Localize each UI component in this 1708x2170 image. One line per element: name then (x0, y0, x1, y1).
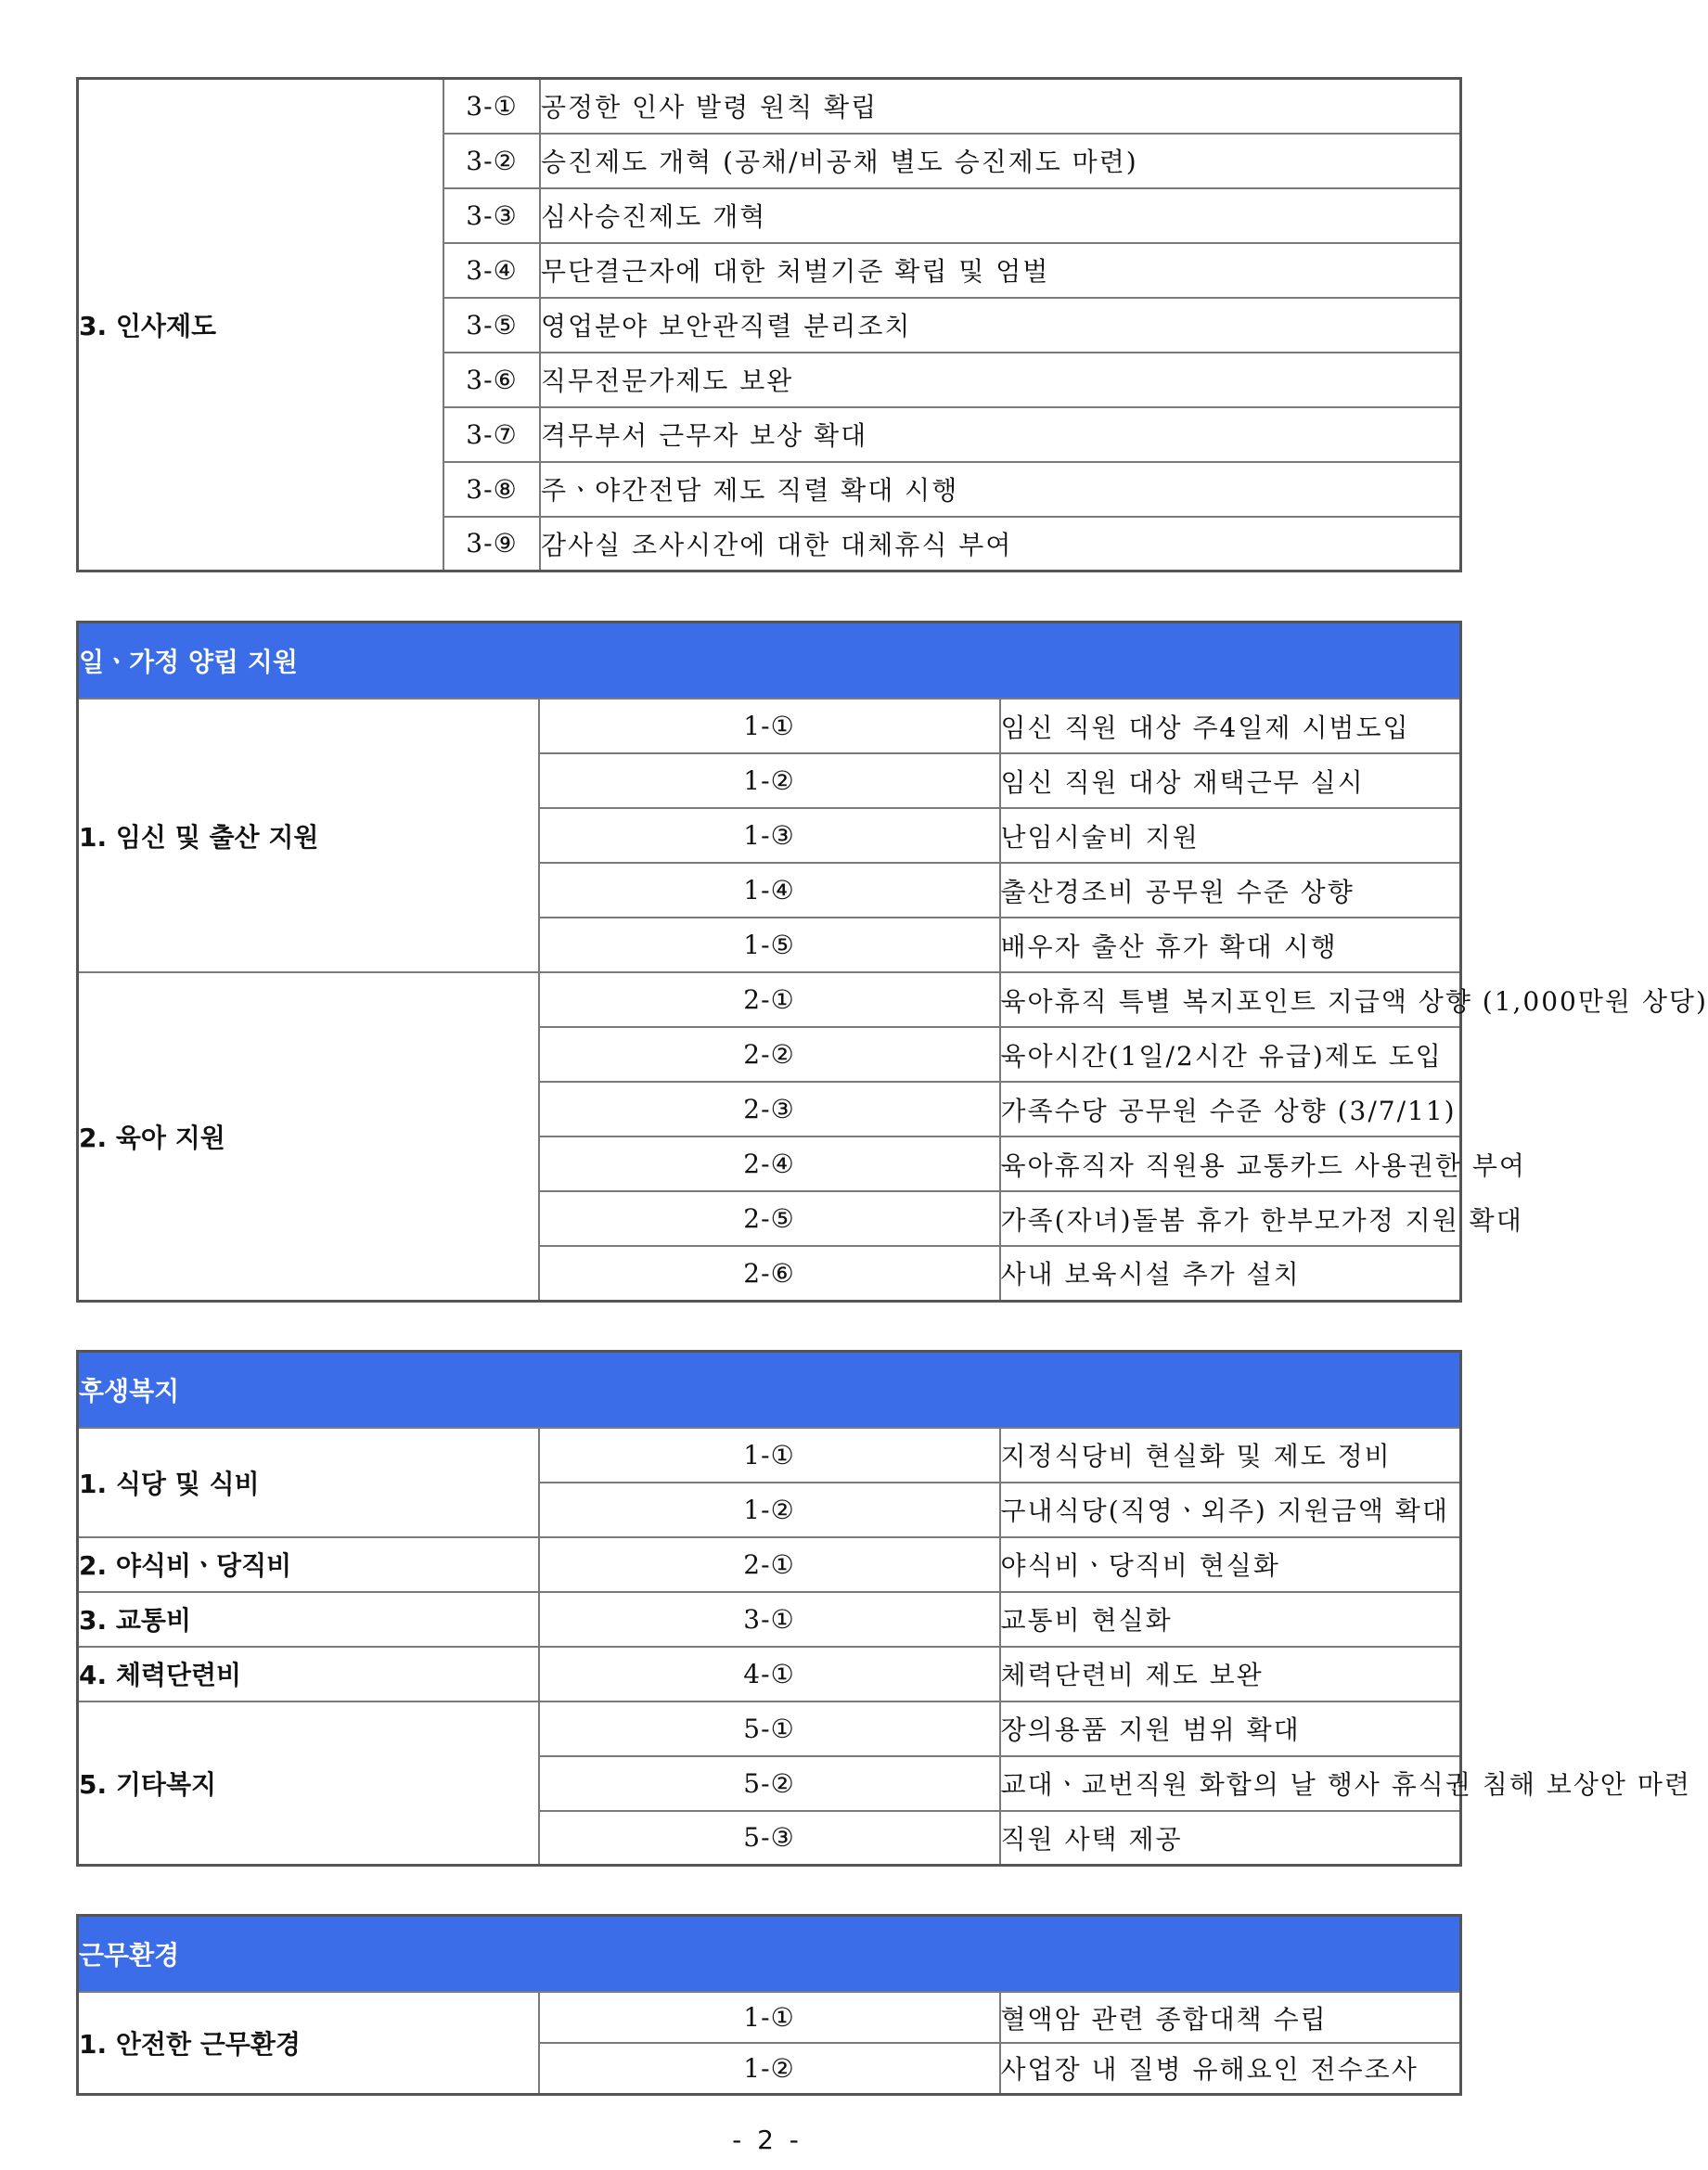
table-row (78, 972, 1461, 1027)
work-environment-table (76, 1914, 1462, 2096)
item-code: 3-⑦ (443, 407, 540, 462)
item-code: 1-③ (539, 808, 1000, 863)
table-row (78, 1647, 1461, 1701)
item-code: 5-③ (539, 1811, 1000, 1866)
item-text: 직무전문가제도 보완 (540, 353, 1461, 407)
table-row (78, 1537, 1461, 1592)
table-row (78, 79, 1461, 134)
category-label: 2. 야식비ㆍ당직비 (78, 1537, 539, 1592)
item-code: 3-④ (443, 243, 540, 298)
item-text: 가족(자녀)돌봄 휴가 한부모가정 지원 확대 (1000, 1191, 1461, 1246)
item-text: 직원 사택 제공 (1000, 1811, 1461, 1866)
item-code: 2-④ (539, 1136, 1000, 1191)
item-text: 배우자 출산 휴가 확대 시행 (1000, 918, 1461, 972)
item-code: 1-① (539, 1428, 1000, 1483)
item-text: 교대ㆍ교번직원 화합의 날 행사 휴식권 침해 보상안 마련 (1000, 1756, 1461, 1811)
category-label: 2. 육아 지원 (78, 972, 539, 1301)
item-code: 1-② (539, 753, 1000, 808)
item-text: 사내 보육시설 추가 설치 (1000, 1246, 1461, 1301)
table-row (78, 1701, 1461, 1756)
item-text: 체력단련비 제도 보완 (1000, 1647, 1461, 1701)
personnel-system-table (76, 77, 1462, 572)
item-code: 2-③ (539, 1082, 1000, 1136)
section-header: 근무환경 (78, 1916, 1461, 1993)
section-header: 일ㆍ가정 양립 지원 (78, 623, 1461, 700)
work-family-balance-table (76, 621, 1708, 1303)
category-label: 1. 식당 및 식비 (78, 1428, 539, 1537)
document-page (76, 77, 1708, 2096)
item-code: 5-① (539, 1701, 1000, 1756)
item-text: 임신 직원 대상 주4일제 시범도입 (1000, 699, 1461, 753)
item-code: 1-⑤ (539, 918, 1000, 972)
item-text: 지정식당비 현실화 및 제도 정비 (1000, 1428, 1461, 1483)
category-label: 4. 체력단련비 (78, 1647, 539, 1701)
item-text: 육아휴직 특별 복지포인트 지급액 상향 (1,000만원 상당) (1000, 972, 1461, 1027)
item-code: 3-⑨ (443, 517, 540, 571)
item-code: 3-① (443, 79, 540, 134)
item-text: 승진제도 개혁 (공채/비공채 별도 승진제도 마련) (540, 134, 1461, 188)
item-text: 육아휴직자 직원용 교통카드 사용권한 부여 (1000, 1136, 1461, 1191)
section-header: 후생복지 (78, 1351, 1461, 1428)
item-code: 1-① (539, 699, 1000, 753)
table-row (78, 1592, 1461, 1647)
item-text: 감사실 조사시간에 대한 대체휴식 부여 (540, 517, 1461, 571)
item-text: 가족수당 공무원 수준 상향 (3/7/11) (1000, 1082, 1461, 1136)
item-code: 2-② (539, 1027, 1000, 1082)
item-code: 3-② (443, 134, 540, 188)
item-text: 야식비ㆍ당직비 현실화 (1000, 1537, 1461, 1592)
category-label: 3. 인사제도 (78, 79, 444, 571)
item-text: 장의용품 지원 범위 확대 (1000, 1701, 1461, 1756)
item-code: 1-② (539, 1483, 1000, 1537)
item-text: 교통비 현실화 (1000, 1592, 1461, 1647)
item-code: 4-① (539, 1647, 1000, 1701)
item-text: 임신 직원 대상 재택근무 실시 (1000, 753, 1461, 808)
item-code: 5-② (539, 1756, 1000, 1811)
item-text: 출산경조비 공무원 수준 상향 (1000, 863, 1461, 918)
item-code: 2-① (539, 972, 1000, 1027)
item-text: 난임시술비 지원 (1000, 808, 1461, 863)
item-code: 2-① (539, 1537, 1000, 1592)
item-code: 3-⑥ (443, 353, 540, 407)
item-text: 격무부서 근무자 보상 확대 (540, 407, 1461, 462)
item-code: 3-⑧ (443, 462, 540, 517)
item-text: 혈액암 관련 종합대책 수립 (1000, 1992, 1461, 2043)
category-label: 5. 기타복지 (78, 1701, 539, 1866)
category-label: 1. 임신 및 출산 지원 (78, 699, 539, 972)
item-text: 무단결근자에 대한 처벌기준 확립 및 엄벌 (540, 243, 1461, 298)
item-code: 2-⑥ (539, 1246, 1000, 1301)
item-code: 1-② (539, 2043, 1000, 2094)
item-text: 심사승진제도 개혁 (540, 188, 1461, 243)
page-number: - 2 - (732, 2125, 803, 2155)
table-row (78, 699, 1461, 753)
welfare-table (76, 1350, 1691, 1868)
item-code: 1-④ (539, 863, 1000, 918)
item-code: 2-⑤ (539, 1191, 1000, 1246)
item-text: 공정한 인사 발령 원칙 확립 (540, 79, 1461, 134)
item-text: 육아시간(1일/2시간 유급)제도 도입 (1000, 1027, 1461, 1082)
table-row (78, 1992, 1461, 2043)
item-code: 1-① (539, 1992, 1000, 2043)
item-code: 3-③ (443, 188, 540, 243)
table-row (78, 1428, 1461, 1483)
item-text: 주ㆍ야간전담 제도 직렬 확대 시행 (540, 462, 1461, 517)
item-text: 사업장 내 질병 유해요인 전수조사 (1000, 2043, 1461, 2094)
item-text: 영업분야 보안관직렬 분리조치 (540, 298, 1461, 353)
item-code: 3-⑤ (443, 298, 540, 353)
item-code: 3-① (539, 1592, 1000, 1647)
category-label: 3. 교통비 (78, 1592, 539, 1647)
category-label: 1. 안전한 근무환경 (78, 1992, 539, 2094)
item-text: 구내식당(직영ㆍ외주) 지원금액 확대 (1000, 1483, 1461, 1537)
